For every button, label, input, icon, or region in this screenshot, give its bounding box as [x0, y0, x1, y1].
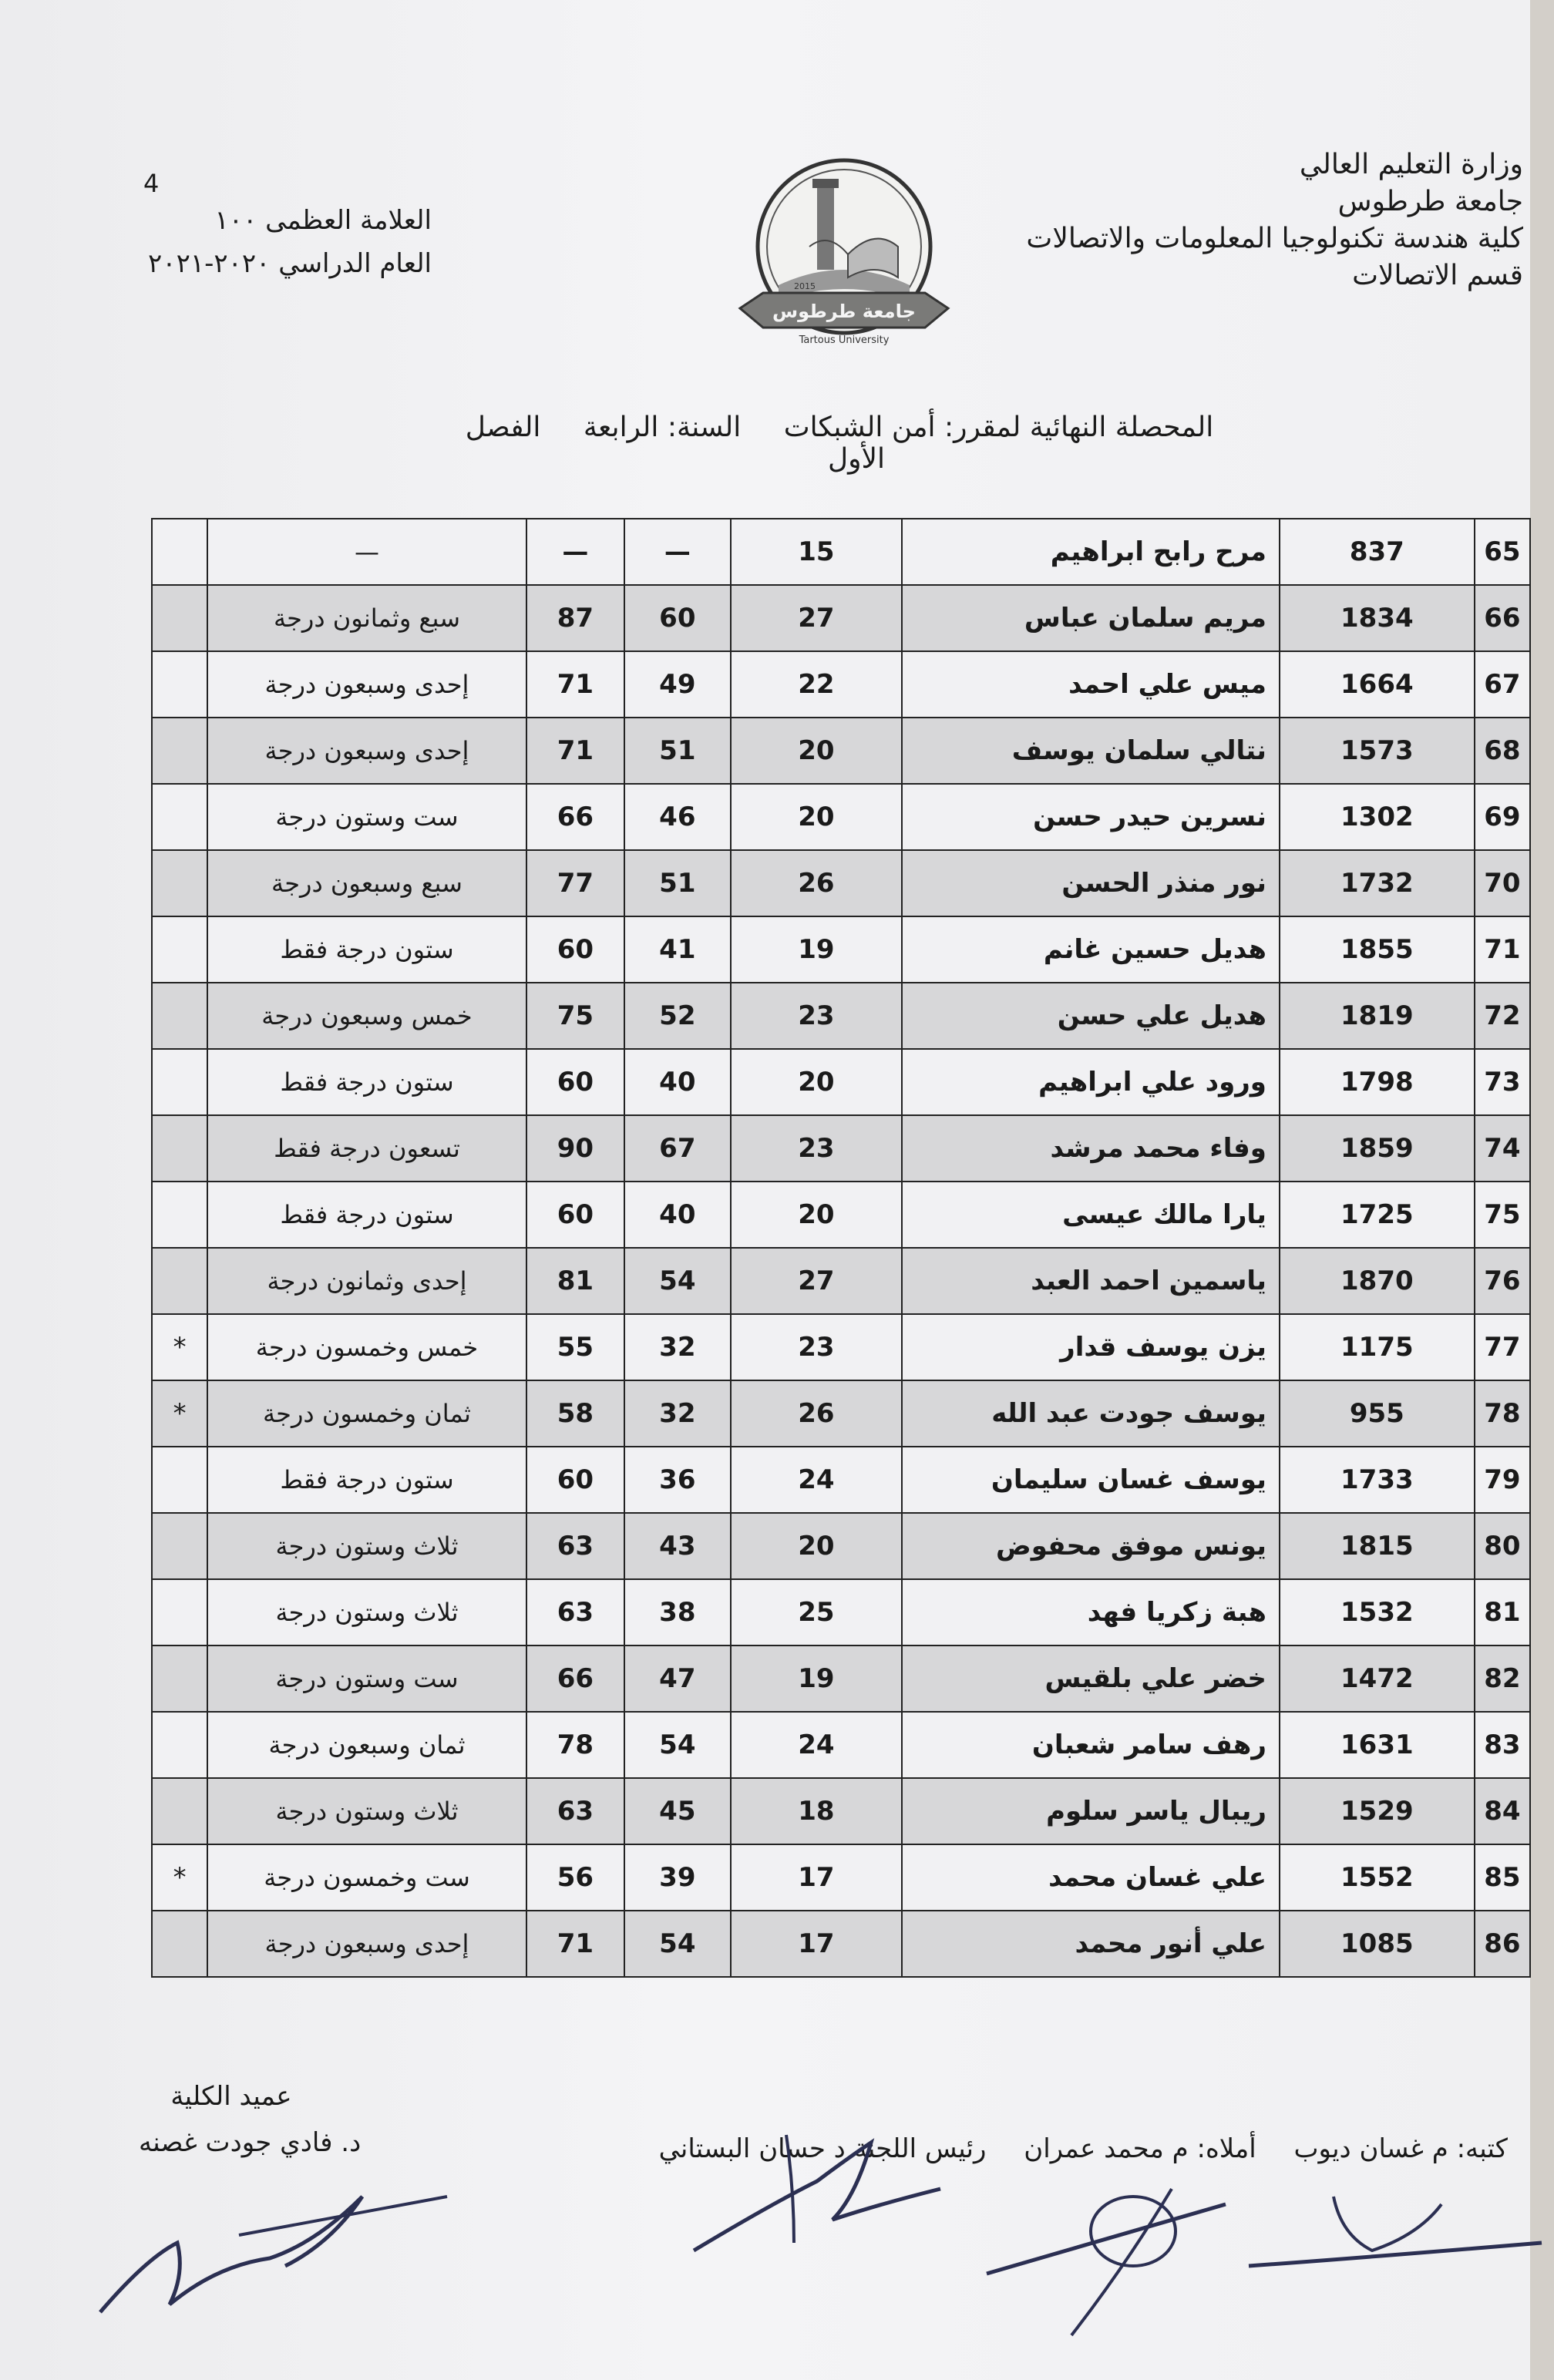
student-id: 1664: [1280, 651, 1475, 718]
ministry-name: وزارة التعليم العالي: [1299, 149, 1523, 180]
student-name: هبة زكريا فهد: [902, 1579, 1280, 1645]
exam-mark: 32: [624, 1314, 730, 1380]
row-number: 80: [1475, 1513, 1530, 1579]
note-mark: [152, 983, 207, 1049]
committee-head-label: رئيس اللجنة د حسان البستاني: [658, 2133, 987, 2164]
table-row: [152, 585, 1530, 651]
table-row: [152, 1182, 1530, 1248]
row-number: 86: [1475, 1911, 1530, 1977]
table-row: [152, 1447, 1530, 1513]
student-id: 1733: [1280, 1447, 1475, 1513]
table-row: [152, 784, 1530, 850]
total-mark: 77: [526, 850, 624, 916]
total-in-words: ثلاث وستون درجة: [207, 1778, 526, 1844]
student-name: هديل حسين غانم: [902, 916, 1280, 983]
total-mark: 71: [526, 651, 624, 718]
exam-mark: 54: [624, 1248, 730, 1314]
academic-year: العام الدراسي ٢٠٢٠-٢٠٢١: [148, 248, 432, 279]
table-row: [152, 1911, 1530, 1977]
note-mark: [152, 1115, 207, 1182]
student-name: يوسف جودت عبد الله: [902, 1380, 1280, 1447]
department-name: قسم الاتصالات: [1352, 260, 1523, 291]
exam-mark: —: [624, 519, 730, 585]
table-row: [152, 651, 1530, 718]
table-row: [152, 1314, 1530, 1380]
total-mark: 60: [526, 1447, 624, 1513]
student-id: 1798: [1280, 1049, 1475, 1115]
row-number: 82: [1475, 1645, 1530, 1712]
coursework-mark: 18: [731, 1778, 903, 1844]
student-id: 1834: [1280, 585, 1475, 651]
table-row: [152, 1778, 1530, 1844]
table-row: [152, 1844, 1530, 1911]
logo-english: Tartous University: [799, 334, 890, 346]
student-id: 1472: [1280, 1645, 1475, 1712]
student-id: 1552: [1280, 1844, 1475, 1911]
note-mark: [152, 651, 207, 718]
total-in-words: خمس وسبعون درجة: [207, 983, 526, 1049]
student-name: نور منذر الحسن: [902, 850, 1280, 916]
total-in-words: ثمان وخمسون درجة: [207, 1380, 526, 1447]
table-row: [152, 1049, 1530, 1115]
dictation-signature: [979, 2158, 1241, 2343]
coursework-mark: 17: [731, 1844, 903, 1911]
total-mark: 60: [526, 916, 624, 983]
coursework-mark: 17: [731, 1911, 903, 1977]
total-in-words: إحدى وثمانون درجة: [207, 1248, 526, 1314]
committee-signature: [678, 2112, 956, 2266]
row-number: 70: [1475, 850, 1530, 916]
note-mark: [152, 1778, 207, 1844]
coursework-mark: 23: [731, 983, 903, 1049]
writer-signature: [1241, 2181, 1549, 2281]
exam-mark: 46: [624, 784, 730, 850]
total-in-words: سبع وسبعون درجة: [207, 850, 526, 916]
table-row: [152, 1115, 1530, 1182]
coursework-mark: 19: [731, 1645, 903, 1712]
total-mark: 71: [526, 718, 624, 784]
student-name: رهف سامر شعبان: [902, 1712, 1280, 1778]
total-in-words: إحدى وسبعون درجة: [207, 651, 526, 718]
student-name: هديل علي حسن: [902, 983, 1280, 1049]
row-number: 67: [1475, 651, 1530, 718]
table-row: [152, 1248, 1530, 1314]
total-in-words: سبع وثمانون درجة: [207, 585, 526, 651]
dean-name: د. فادي جودت غصنه: [139, 2127, 362, 2158]
coursework-mark: 15: [731, 519, 903, 585]
row-number: 79: [1475, 1447, 1530, 1513]
student-id: 1732: [1280, 850, 1475, 916]
coursework-mark: 23: [731, 1314, 903, 1380]
student-name: علي غسان محمد: [902, 1844, 1280, 1911]
total-mark: 90: [526, 1115, 624, 1182]
student-name: علي أنور محمد: [902, 1911, 1280, 1977]
total-in-words: —: [207, 519, 526, 585]
exam-mark: 38: [624, 1579, 730, 1645]
total-mark: 87: [526, 585, 624, 651]
exam-mark: 47: [624, 1645, 730, 1712]
total-in-words: ستون درجة فقط: [207, 916, 526, 983]
note-mark: [152, 1447, 207, 1513]
exam-mark: 40: [624, 1182, 730, 1248]
row-number: 74: [1475, 1115, 1530, 1182]
faculty-name: كلية هندسة تكنولوجيا المعلومات والاتصالات: [1026, 223, 1523, 254]
exam-mark: 54: [624, 1911, 730, 1977]
logo-name: جامعة طرطوس: [772, 301, 916, 322]
max-mark: العلامة العظمى ١٠٠: [214, 205, 432, 236]
total-mark: 60: [526, 1049, 624, 1115]
note-mark: [152, 850, 207, 916]
coursework-mark: 20: [731, 784, 903, 850]
note-mark: [152, 1248, 207, 1314]
dictation-signature-label: أملاه: م محمد عمران: [1024, 2133, 1256, 2164]
exam-mark: 60: [624, 585, 730, 651]
student-id: 1855: [1280, 916, 1475, 983]
coursework-mark: 26: [731, 1380, 903, 1447]
total-in-words: ست وستون درجة: [207, 1645, 526, 1712]
row-number: 85: [1475, 1844, 1530, 1911]
exam-mark: 52: [624, 983, 730, 1049]
coursework-mark: 20: [731, 1513, 903, 1579]
student-id: 1819: [1280, 983, 1475, 1049]
dean-title: عميد الكلية: [170, 2081, 292, 2112]
semester-label: الفصل الأول: [465, 412, 886, 475]
coursework-mark: 20: [731, 1182, 903, 1248]
student-name: ميس علي احمد: [902, 651, 1280, 718]
student-name: يوسف غسان سليمان: [902, 1447, 1280, 1513]
total-in-words: ثمان وسبعون درجة: [207, 1712, 526, 1778]
exam-mark: 36: [624, 1447, 730, 1513]
page-edge: [1530, 0, 1554, 2380]
exam-mark: 67: [624, 1115, 730, 1182]
total-in-words: خمس وخمسون درجة: [207, 1314, 526, 1380]
total-mark: 71: [526, 1911, 624, 1977]
total-in-words: ستون درجة فقط: [207, 1447, 526, 1513]
row-number: 81: [1475, 1579, 1530, 1645]
total-mark: 81: [526, 1248, 624, 1314]
student-name: مريم سلمان عباس: [902, 585, 1280, 651]
row-number: 76: [1475, 1248, 1530, 1314]
total-mark: 66: [526, 1645, 624, 1712]
note-mark: [152, 1911, 207, 1977]
student-name: وفاء محمد مرشد: [902, 1115, 1280, 1182]
student-id: 1815: [1280, 1513, 1475, 1579]
header-institution: [1026, 146, 1523, 294]
total-in-words: ثلاث وستون درجة: [207, 1579, 526, 1645]
total-in-words: تسعون درجة فقط: [207, 1115, 526, 1182]
exam-mark: 51: [624, 850, 730, 916]
row-number: 66: [1475, 585, 1530, 651]
grades-table: [151, 518, 1531, 1978]
student-id: 1175: [1280, 1314, 1475, 1380]
table-row: [152, 1513, 1530, 1579]
student-name: يونس موفق محفوض: [902, 1513, 1280, 1579]
exam-mark: 51: [624, 718, 730, 784]
row-number: 84: [1475, 1778, 1530, 1844]
row-number: 72: [1475, 983, 1530, 1049]
total-in-words: ستون درجة فقط: [207, 1049, 526, 1115]
year-label: السنة: الرابعة: [583, 412, 742, 443]
total-mark: 63: [526, 1513, 624, 1579]
table-row: [152, 1712, 1530, 1778]
exam-mark: 39: [624, 1844, 730, 1911]
student-id: 955: [1280, 1380, 1475, 1447]
note-mark: *: [152, 1314, 207, 1380]
student-id: 1870: [1280, 1248, 1475, 1314]
row-number: 78: [1475, 1380, 1530, 1447]
student-name: ريبال ياسر سلوم: [902, 1778, 1280, 1844]
student-id: 1532: [1280, 1579, 1475, 1645]
row-number: 77: [1475, 1314, 1530, 1380]
note-mark: *: [152, 1380, 207, 1447]
student-name: يارا مالك عيسى: [902, 1182, 1280, 1248]
student-id: 837: [1280, 519, 1475, 585]
total-in-words: ثلاث وستون درجة: [207, 1513, 526, 1579]
exam-mark: 54: [624, 1712, 730, 1778]
student-name: يزن يوسف قدار: [902, 1314, 1280, 1380]
student-id: 1529: [1280, 1778, 1475, 1844]
coursework-mark: 25: [731, 1579, 903, 1645]
coursework-mark: 20: [731, 1049, 903, 1115]
student-id: 1859: [1280, 1115, 1475, 1182]
total-mark: —: [526, 519, 624, 585]
student-name: ياسمين احمد العبد: [902, 1248, 1280, 1314]
total-in-words: إحدى وسبعون درجة: [207, 1911, 526, 1977]
exam-mark: 32: [624, 1380, 730, 1447]
coursework-mark: 27: [731, 1248, 903, 1314]
course-title: المحصلة النهائية لمقرر: أمن الشبكات: [783, 412, 1214, 443]
dean-signature: [85, 2150, 455, 2328]
total-mark: 60: [526, 1182, 624, 1248]
student-id: 1085: [1280, 1911, 1475, 1977]
row-number: 69: [1475, 784, 1530, 850]
row-number: 65: [1475, 519, 1530, 585]
coursework-mark: 24: [731, 1447, 903, 1513]
coursework-mark: 23: [731, 1115, 903, 1182]
total-mark: 63: [526, 1778, 624, 1844]
university-name: جامعة طرطوس: [1337, 186, 1523, 217]
page-number: 4: [143, 169, 160, 198]
note-mark: *: [152, 1844, 207, 1911]
coursework-mark: 24: [731, 1712, 903, 1778]
exam-mark: 45: [624, 1778, 730, 1844]
sheet-subtitle: [462, 412, 1233, 475]
coursework-mark: 19: [731, 916, 903, 983]
student-id: 1573: [1280, 718, 1475, 784]
total-in-words: إحدى وسبعون درجة: [207, 718, 526, 784]
total-in-words: ست وخمسون درجة: [207, 1844, 526, 1911]
row-number: 75: [1475, 1182, 1530, 1248]
row-number: 73: [1475, 1049, 1530, 1115]
note-mark: [152, 1579, 207, 1645]
total-mark: 56: [526, 1844, 624, 1911]
table-row: [152, 718, 1530, 784]
grades-table-body: [152, 519, 1530, 1977]
exam-mark: 41: [624, 916, 730, 983]
table-row: [152, 983, 1530, 1049]
total-in-words: ستون درجة فقط: [207, 1182, 526, 1248]
note-mark: [152, 1049, 207, 1115]
note-mark: [152, 718, 207, 784]
logo-year: 2015: [794, 281, 816, 291]
total-mark: 63: [526, 1579, 624, 1645]
total-mark: 66: [526, 784, 624, 850]
coursework-mark: 22: [731, 651, 903, 718]
university-logo: [732, 154, 956, 362]
note-mark: [152, 585, 207, 651]
coursework-mark: 20: [731, 718, 903, 784]
table-row: [152, 850, 1530, 916]
note-mark: [152, 1645, 207, 1712]
note-mark: [152, 1712, 207, 1778]
coursework-mark: 27: [731, 585, 903, 651]
total-mark: 55: [526, 1314, 624, 1380]
note-mark: [152, 784, 207, 850]
exam-mark: 40: [624, 1049, 730, 1115]
exam-mark: 49: [624, 651, 730, 718]
student-name: خضر علي بلقيس: [902, 1645, 1280, 1712]
row-number: 68: [1475, 718, 1530, 784]
student-name: نتالي سلمان يوسف: [902, 718, 1280, 784]
note-mark: [152, 1513, 207, 1579]
coursework-mark: 26: [731, 850, 903, 916]
table-row: [152, 1380, 1530, 1447]
note-mark: [152, 1182, 207, 1248]
student-id: 1631: [1280, 1712, 1475, 1778]
header-info: [139, 162, 432, 285]
note-mark: [152, 519, 207, 585]
table-row: [152, 1645, 1530, 1712]
total-mark: 78: [526, 1712, 624, 1778]
exam-mark: 43: [624, 1513, 730, 1579]
total-mark: 58: [526, 1380, 624, 1447]
row-number: 71: [1475, 916, 1530, 983]
table-row: [152, 519, 1530, 585]
note-mark: [152, 916, 207, 983]
table-row: [152, 916, 1530, 983]
table-row: [152, 1579, 1530, 1645]
total-mark: 75: [526, 983, 624, 1049]
total-in-words: ست وستون درجة: [207, 784, 526, 850]
student-id: 1302: [1280, 784, 1475, 850]
student-name: نسرين حيدر حسن: [902, 784, 1280, 850]
writer-signature-label: كتبه: م غسان ديوب: [1293, 2133, 1508, 2164]
student-name: ورود علي ابراهيم: [902, 1049, 1280, 1115]
student-id: 1725: [1280, 1182, 1475, 1248]
student-name: مرح رابح ابراهيم: [902, 519, 1280, 585]
row-number: 83: [1475, 1712, 1530, 1778]
